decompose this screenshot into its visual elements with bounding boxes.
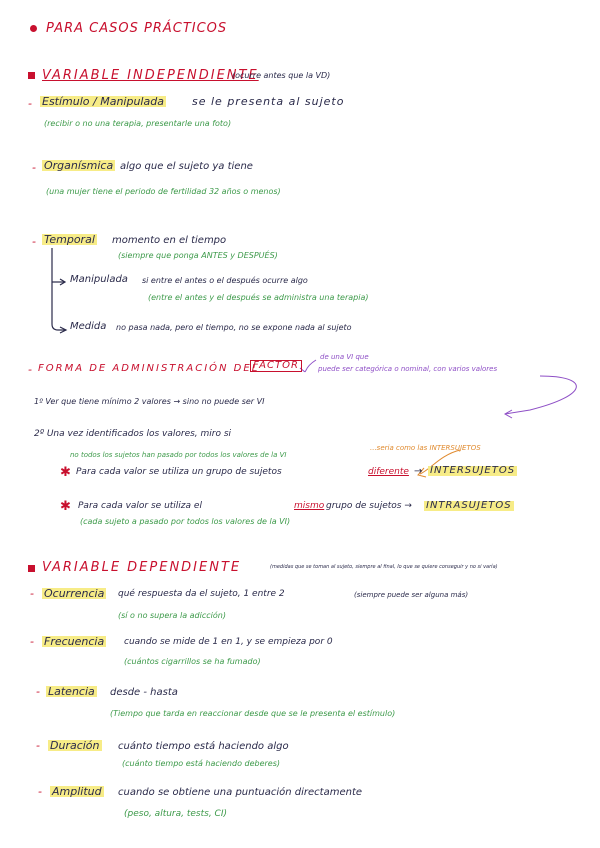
vd-item-text: cuando se mide de 1 en 1, y se empieza por 0	[124, 637, 333, 647]
inter-arrow: →	[414, 466, 423, 477]
dash: -	[36, 739, 40, 752]
asterisk-icon: ✱	[60, 465, 71, 480]
vi-item-text: se le presenta al sujeto	[192, 95, 345, 108]
inter-text: Para cada valor se utiliza un grupo de sujetos	[76, 467, 282, 477]
forma-step-2: 2º Una vez identificados los valores, miro si	[34, 429, 232, 439]
intra-sub: (cada sujeto a pasado por todos los valores de la VI)	[80, 517, 291, 526]
vi-item-text: momento en el tiempo	[112, 235, 227, 246]
vi-note: (ocurre antes que la VD)	[232, 71, 331, 80]
vi-item-sub: (siempre que ponga ANTES y DESPUÉS)	[118, 251, 278, 260]
asterisk-icon: ✱	[60, 499, 71, 514]
forma-step-1: 1º Ver que tiene mínimo 2 valores → sino no puede ser VI	[34, 397, 265, 406]
dash: -	[32, 235, 36, 248]
vd-bullet	[28, 565, 35, 572]
vd-item-text: cuando se obtiene una puntuación directamente	[118, 787, 363, 798]
vd-item-text: qué respuesta da el sujeto, 1 entre 2	[118, 589, 285, 599]
page-title: PARA CASOS PRÁCTICOS	[46, 21, 228, 36]
forma-aside-1: de una VI que	[320, 353, 369, 361]
temporal-sub-label: Manipulada	[70, 274, 128, 285]
vd-note: (medidas que se toman al sujeto, siempre al final, lo que se quiere conseguir y no si varía)	[270, 564, 498, 570]
factor-label: FACTOR	[250, 360, 302, 372]
title-bullet	[30, 25, 37, 32]
temporal-sub-text: si entre el antes o el después ocurre algo	[142, 276, 308, 285]
vi-bullet	[28, 72, 35, 79]
temporal-sub-label: Medida	[70, 321, 107, 332]
intra-tag: INTRASUJETOS	[426, 500, 512, 511]
vi-item-text: algo que el sujeto ya tiene	[120, 161, 253, 172]
vi-item-label: Estímulo / Manipulada	[42, 95, 164, 108]
vd-item-sub: (cuánto tiempo está haciendo deberes)	[122, 759, 280, 768]
vd-item-label: Frecuencia	[44, 635, 105, 648]
dash: -	[28, 97, 32, 110]
vi-item-sub: (recibir o no una terapia, presentarle una foto)	[44, 119, 232, 128]
vi-item-sub: (una mujer tiene el periodo de fertilidad 32 años o menos)	[46, 187, 281, 196]
vd-item-label: Ocurrencia	[44, 587, 105, 600]
vd-item-label: Amplitud	[52, 785, 102, 798]
forma-step2-sub: no todos los sujetos han pasado por todos los valores de la VI	[70, 451, 287, 459]
temporal-sub-text: no pasa nada, pero el tiempo, no se expone nada al sujeto	[116, 323, 352, 332]
vd-item-sub: (sí o no supera la adicción)	[118, 611, 226, 620]
vd-item-sub: (cuántos cigarrillos se ha fumado)	[124, 657, 261, 666]
vi-item-label: Organísmica	[44, 159, 114, 172]
dash: -	[36, 685, 40, 698]
vd-item-aside: (siempre puede ser alguna más)	[354, 591, 469, 599]
vd-item-label: Duración	[50, 739, 100, 752]
intra-key: mismo	[294, 501, 325, 511]
intra-text: Para cada valor se utiliza el	[78, 501, 202, 511]
dash: -	[32, 161, 36, 174]
dash: -	[30, 635, 34, 648]
vd-item-text: desde - hasta	[110, 687, 178, 698]
inter-key: diferente	[368, 467, 409, 477]
forma-step2-aside: ...seria como las INTERSUJETOS	[370, 444, 481, 452]
forma-heading: FORMA DE ADMINISTRACIÓN DEL	[38, 363, 260, 374]
intra-rest: grupo de sujetos →	[326, 501, 412, 511]
temporal-sub-sub: (entre el antes y el después se administra una terapia)	[148, 293, 369, 302]
vd-item-label: Latencia	[48, 685, 95, 698]
forma-aside-2: puede ser categórica o nominal, con varios valores	[318, 365, 498, 373]
vd-item-text: cuánto tiempo está haciendo algo	[118, 741, 289, 752]
vd-item-sub: (Tiempo que tarda en reaccionar desde que se le presenta el estímulo)	[110, 709, 396, 718]
dash: -	[38, 785, 42, 798]
vd-item-sub: (peso, altura, tests, CI)	[124, 809, 228, 819]
vd-heading: VARIABLE DEPENDIENTE	[42, 560, 242, 575]
dash: -	[28, 363, 32, 376]
dash: -	[30, 587, 34, 600]
vi-heading: VARIABLE INDEPENDIENTE	[42, 68, 259, 83]
inter-tag: INTERSUJETOS	[430, 465, 516, 476]
vi-item-label: Temporal	[44, 233, 95, 246]
